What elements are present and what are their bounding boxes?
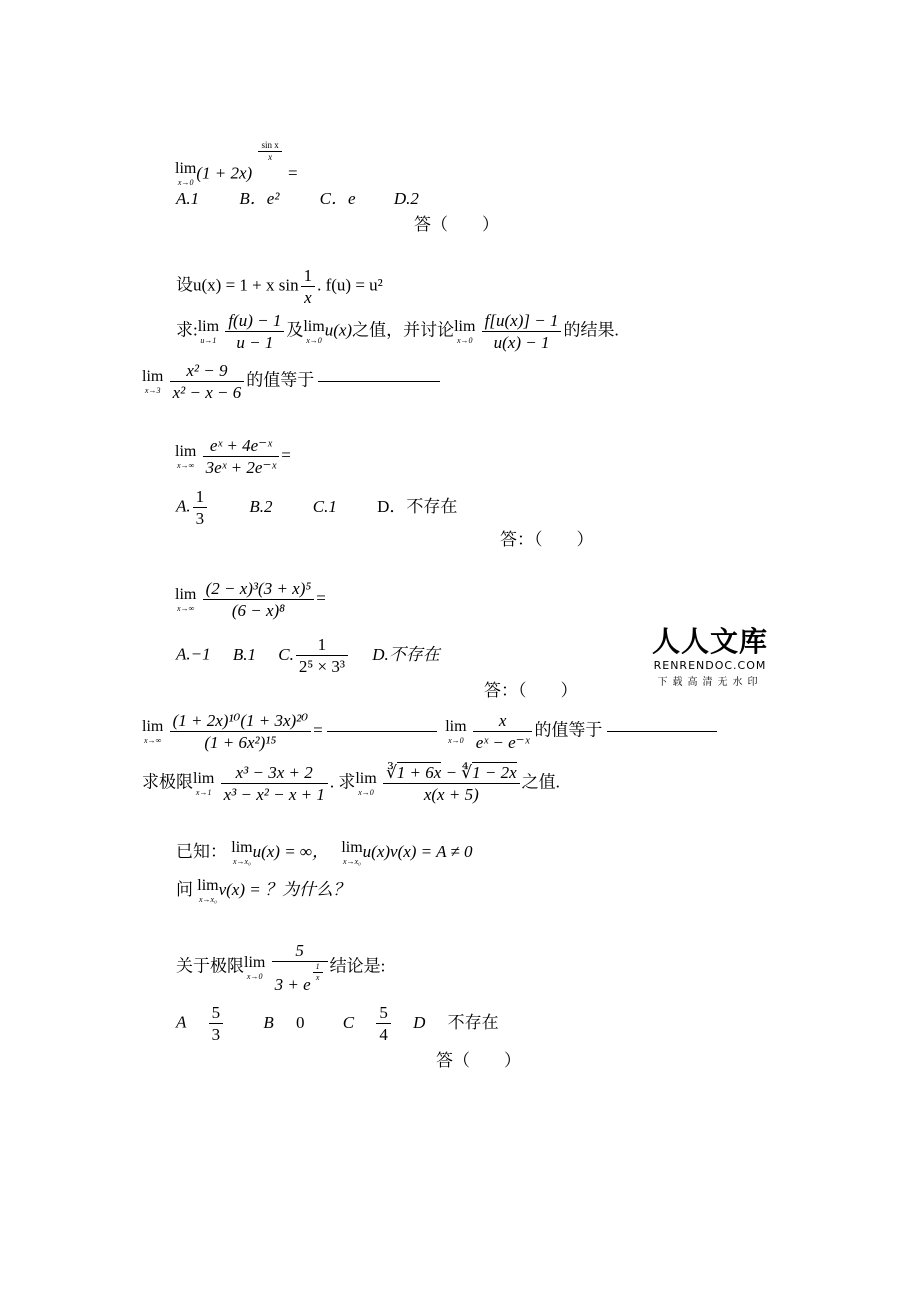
q3-expression: lim x→3 $\frac{\text{x² − 9}}{\text{x² − x − 6}}$ 的值等于 bbox=[142, 360, 440, 404]
q4-expression: lim x→∞ $\frac{\text{eˣ + 4e⁻ˣ}}{\text{3eˣ + 2e⁻ˣ}}$ = bbox=[175, 436, 291, 478]
lim: lim x→0 bbox=[175, 160, 197, 188]
renrendoc-logo: 人人文库 RENRENDOC.COM 下载高清无水印 bbox=[651, 625, 768, 688]
q4-options: A. $\frac{1}{3}$ B.2 C.1 D．不存在 bbox=[176, 487, 458, 529]
q1-option-a: A.1 bbox=[176, 189, 200, 208]
q9-options: A $\frac{5}{3}$ B 0 C $\frac{5}{4}$ D 不存在 bbox=[176, 1003, 499, 1045]
q1-option-c: C．e bbox=[319, 189, 356, 208]
q5-answer: 答：（ ） bbox=[484, 681, 578, 700]
q6-answer-blank-1[interactable] bbox=[327, 731, 437, 732]
q1-exponent: $\frac{\text{sin x}}{x}$ bbox=[258, 140, 281, 164]
q1-option-b: B．e² bbox=[239, 189, 280, 208]
q5-options: A.−1 B.1 C. $\frac{1}{\text{2⁵ × 3³}}$ D.不存在 bbox=[176, 635, 440, 677]
q9-answer: 答（ ） bbox=[436, 1051, 521, 1070]
q7-expression: 求极限 lim x→1 $\frac{\text{x³ − 3x + 2}}{\text{x³ − x² − x + 1}}$ . 求 lim x→0 $\frac{∛1 + 6x - ∜1 - 2x}{x(x + 5)}$ 之值. bbox=[142, 763, 560, 805]
q2-definition: 设u(x) = 1 + x sin $\frac{1}{x}$ . f(u) = u² bbox=[176, 266, 383, 308]
q1-option-d: D.2 bbox=[393, 189, 419, 208]
q6-expression: lim x→∞ $\frac{\text{(1 + 2x)¹⁰(1 + 3x)²⁰}}{\text{(1 + 6x²)¹⁵}}$ = lim x→0 $\frac{x}{\text{eˣ − e⁻ˣ}}$ 的值等于 bbox=[142, 710, 717, 754]
q1-base: (1 + 2x) bbox=[196, 163, 253, 183]
q1-options bbox=[176, 190, 419, 207]
q8-question: 问 lim x→x₀ v(x) = ？为什么？ bbox=[176, 877, 350, 904]
q4-answer: 答：（ ） bbox=[500, 530, 594, 549]
q8-given: 已知： lim x→x₀ u(x) = ∞， lim x→x₀ u(x)v(x) = A ≠ 0 bbox=[176, 839, 473, 866]
q1-answer: 答（ ） bbox=[414, 215, 499, 234]
q6-answer-blank-2[interactable] bbox=[607, 731, 717, 732]
q5-expression: lim x→∞ $\frac{\text{(2 − x)³(3 + x)⁵}}{\text{(6 − x)⁸}}$ = bbox=[175, 579, 326, 621]
q3-answer-blank[interactable] bbox=[318, 381, 440, 382]
q2-question: 求: lim u→1 $\frac{f(u) - 1}{u - 1}$ 及 lim x→0 u(x)之值，并讨论 lim x→0 $\frac{f[u(x)] - 1}{u(x) - 1}$ 的结果. bbox=[176, 311, 619, 353]
q9-expression: 关于极限 lim x→0 5 3 + e $\frac{1}{x}$ 结论是: bbox=[176, 941, 386, 995]
q1-expression: lim x→0 (1 + 2x) $\frac{\text{sin x}}{x}$ = bbox=[175, 140, 298, 188]
